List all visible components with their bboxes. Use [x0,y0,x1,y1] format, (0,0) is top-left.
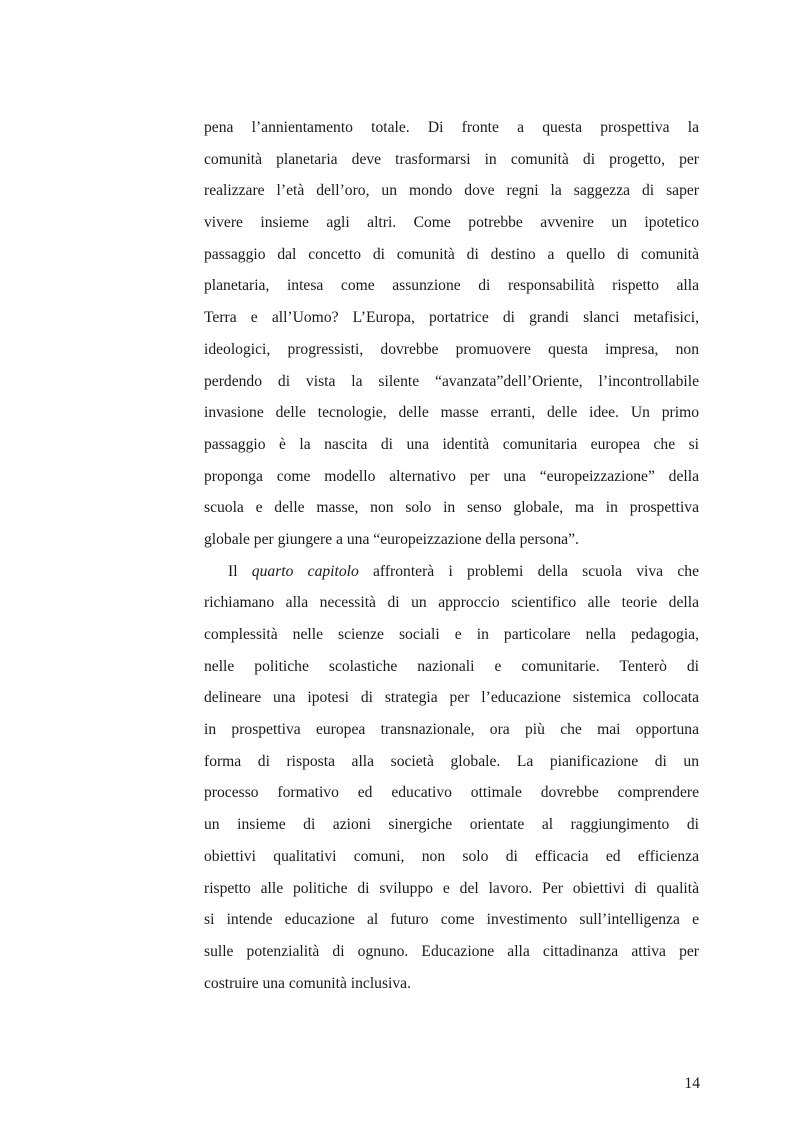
text-line: vivere insieme agli altri. Come potrebbe avvenire un ipotetico [204,214,699,232]
text-line: complessità nelle scienze sociali e in particolare nella pedagogia, [204,626,699,643]
text-line: obiettivi qualitativi comuni, non solo di efficacia ed efficienza [204,847,699,865]
text-line: proponga come modello alternativo per una “europeizzazione” della [204,467,699,485]
paragraph-2 [204,556,699,1000]
text-run: affronterà i problemi della scuola viva che [358,562,699,580]
text-line: passaggio dal concetto di comunità di destino a quello di comunità [204,245,699,263]
text-line: nelle politiche scolastiche nazionali e comunitarie. Tenterò di [204,657,699,675]
italic-term: quarto capitolo [251,562,359,580]
text-line: realizzare l’età dell’oro, un mondo dove regni la saggezza di saper [204,182,699,200]
text-line: globale per giungere a una “europeizzazione della persona”. [204,530,579,548]
text-run: Il [228,562,252,580]
text-line: richiamano alla necessità di un approccio scientifico alle teorie della [204,594,699,612]
text-line: costruire una comunità inclusiva. [204,974,411,992]
text-line: perdendo di vista la silente “avanzata”dell’Oriente, l’incontrollabile [204,372,699,390]
text-line: invasione delle tecnologie, delle masse erranti, delle idee. Un primo [204,404,699,422]
text-line: pena l’annientamento totale. Di fronte a questa prospettiva la [204,119,699,136]
text-line: comunità planetaria deve trasformarsi in comunità di progetto, per [204,150,699,168]
text-line: in prospettiva europea transnazionale, ora più che mai opportuna [204,721,699,739]
paragraph-1 [204,112,699,556]
page-number: 14 [684,1075,700,1092]
text-line: passaggio è la nascita di una identità comunitaria europea che si [204,435,699,453]
text-line: si intende educazione al futuro come investimento sull’intelligenza e [204,911,699,929]
text-line [204,556,699,588]
body-text [204,112,699,999]
text-line: Terra e all’Uomo? L’Europa, portatrice di grandi slanci metafisici, [204,309,699,327]
text-line: forma di risposta alla società globale. La pianificazione di un [204,752,699,770]
text-line: un insieme di azioni sinergiche orientate al raggiungimento di [204,816,699,834]
text-line: planetaria, intesa come assunzione di responsabilità rispetto alla [204,277,699,295]
text-line: scuola e delle masse, non solo in senso globale, ma in prospettiva [204,499,699,517]
text-line: rispetto alle politiche di sviluppo e del lavoro. Per obiettivi di qualità [204,879,699,897]
text-line: processo formativo ed educativo ottimale dovrebbe comprendere [204,784,699,802]
text-line: sulle potenzialità di ognuno. Educazione alla cittadinanza attiva per [204,942,699,960]
text-line: delineare una ipotesi di strategia per l’educazione sistemica collocata [204,689,699,707]
text-line: ideologici, progressisti, dovrebbe promuovere questa impresa, non [204,340,699,358]
